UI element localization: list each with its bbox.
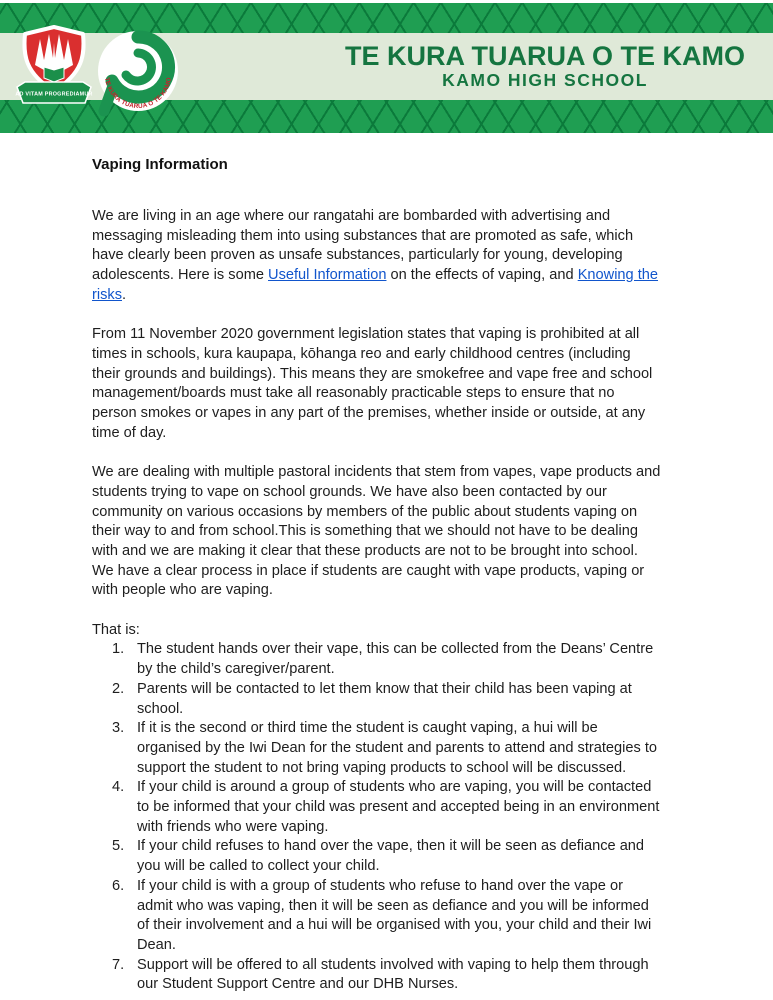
legislation-paragraph: From 11 November 2020 government legislation states that vaping is prohibited at all times in schools, kura kaupapa, kōhanga reo and early childhood centres (including their grounds and buildings). This means they are smokefree and vape free and school management/boards must take all reasonably practicable steps to ensure that no person smokes or vapes in any part of the premises, whether inside or outside, at any time of day.	[92, 326, 653, 441]
process-step-1: The student hands over their vape, this can be collected from the Deans’ Centre by the child’s caregiver/parent.	[137, 641, 654, 678]
knowing-the-risks-link[interactable]: Knowing the risks	[92, 267, 659, 303]
school-name-english: KAMO HIGH SCHOOL	[442, 70, 648, 90]
crest-motto: AD VITAM PROGREDIAMUR	[15, 91, 93, 98]
process-step-3: If it is the second or third time the student is caught vaping, a hui will be organised by the Iwi Dean for the student and parents to attend and strategies to support the student to not bring vaping products to school will be discussed.	[137, 720, 658, 776]
school-koru-logo	[98, 25, 178, 117]
school-name-maori: TE KURA TUARUA O TE KAMO	[345, 41, 745, 71]
process-list	[92, 640, 662, 995]
process-list-intro: That is:	[92, 621, 140, 638]
incidents-paragraph: We are dealing with multiple pastoral incidents that stem from vapes, vape products and students trying to vape on school grounds. We have also been contacted by our community on various occasions by members of the public about students vaping on their way to and from school.This is something that we should not have to be dealing with and we are making it clear that these products are not to be brought into school. We have a clear process in place if students are caught with vape products, vaping or with people who are vaping.	[92, 464, 661, 599]
process-step-4: If your child is around a group of students who are vaping, you will be contacted to be informed that your child was present and accepted being in an environment with friends who were vaping.	[137, 779, 660, 835]
intro-text-2: on the effects of vaping, and	[386, 267, 578, 284]
koru-circular-text: TE KURA TUARUA O TE KAMO	[103, 76, 173, 111]
process-step-5: If your child refuses to hand over the vape, then it will be seen as defiance and you will be called to collect your child.	[137, 838, 645, 875]
school-crest-logo	[15, 25, 93, 109]
intro-paragraph	[92, 207, 662, 306]
process-step-2: Parents will be contacted to let them know that their child has been vaping at school.	[137, 680, 632, 717]
school-logos	[15, 25, 178, 117]
process-step-7: Support will be offered to all students involved with vaping to help them through our Student Support Centre and our DHB Nurses.	[137, 956, 649, 993]
page-title: Vaping Information	[92, 156, 228, 173]
school-banner	[0, 0, 773, 133]
intro-text-1: We are living in an age where our rangatahi are bombarded with advertising and messaging misleading them into using substances that are promoted as safe, which have clearly been proven as unsafe substances, particularly for young, developing adolescents. Here is some	[92, 208, 634, 284]
useful-information-link[interactable]: Useful Information	[268, 267, 387, 284]
document-body	[0, 133, 662, 995]
process-step-6: If your child is with a group of students who refuse to hand over the vape or admit who was vaping, then it will be seen as defiance and you will be informed of their involvement and a hui will be organised with you, your child and their Iwi Dean.	[137, 877, 652, 953]
school-titles	[345, 42, 773, 91]
intro-text-3: .	[122, 286, 127, 303]
